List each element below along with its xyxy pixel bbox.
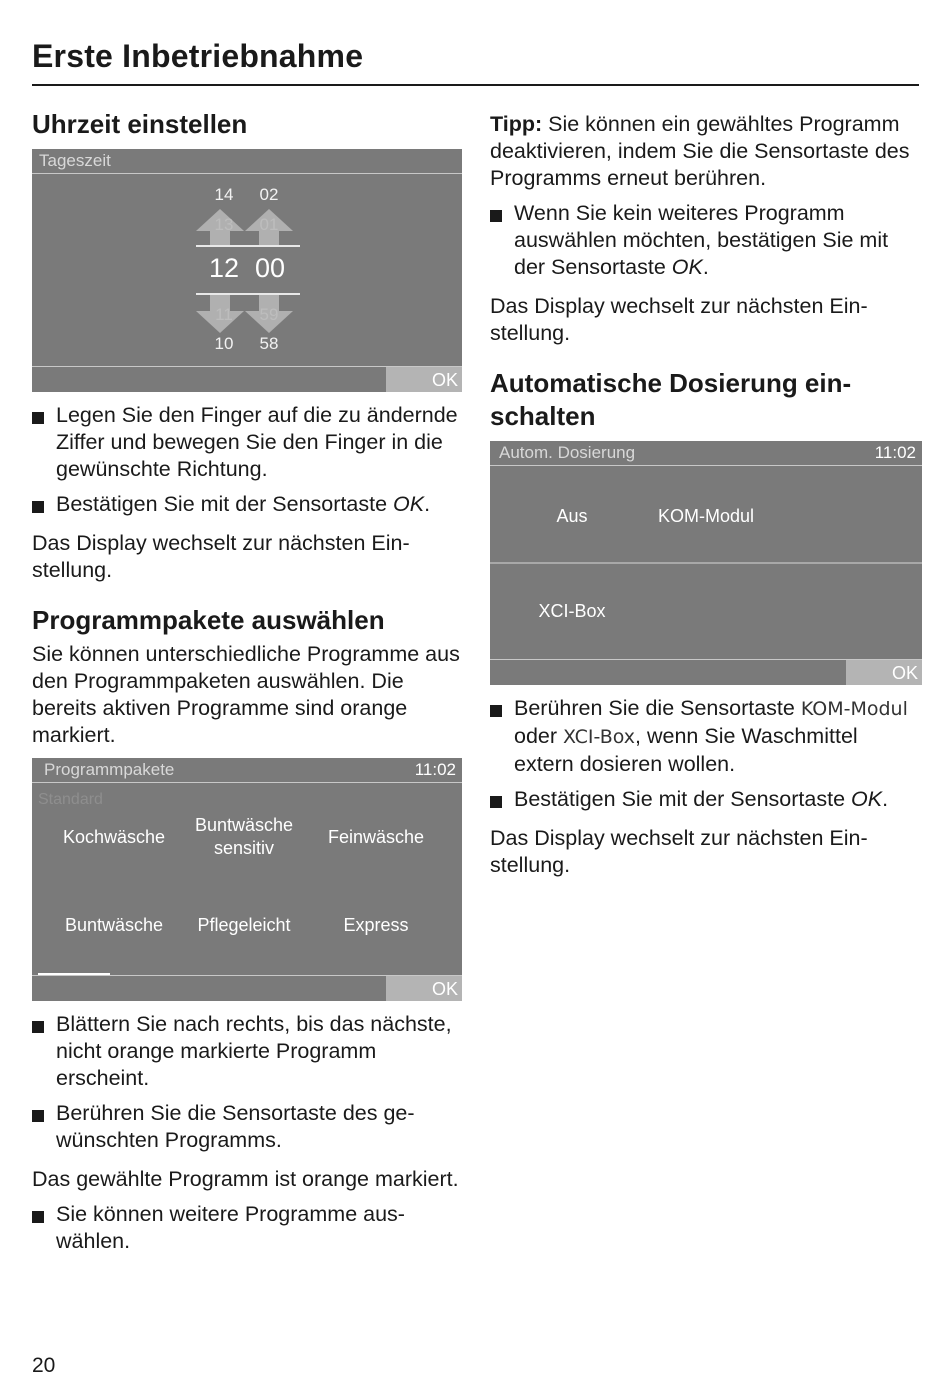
dosing-steps [490,695,922,813]
confirm-result: Das Display wechselt zur nächsten Einstellung. [490,294,868,345]
option-aus[interactable]: Aus [556,506,588,526]
title-divider [32,84,919,86]
list-item: Blättern Sie nach rechts, bis das nächste, nicht orange markierte Programm erscheint. [32,1011,464,1092]
ok-key-ref: OK [851,787,883,811]
hour-prev-1: 11 [215,305,233,324]
page-number: 20 [32,1354,56,1377]
list-item: Sie können weitere Programme auswählen. [32,1201,464,1255]
packages-steps [32,1011,464,1154]
page-title: Erste Inbetriebnahme [32,38,364,74]
packages-subtitle: Standard [38,791,103,808]
hour-prev-2: 10 [214,334,234,353]
clock-steps [32,402,464,518]
clock-readout: 11:02 [414,760,456,779]
options-divider [490,562,922,564]
program-kochwaesche[interactable]: Kochwäsche [62,827,166,847]
ok-key-ref: OK [671,255,703,279]
minute-next-1: 01 [259,215,279,234]
list-item-text: . [702,255,709,279]
xci-box-key-ref: XCI-Box [563,726,636,748]
selection-line-top [196,245,300,247]
list-item [490,786,922,813]
clock-heading: Uhrzeit einstellen [32,109,248,139]
right-column [490,108,922,879]
list-item-text: Berühren Sie die Sensortaste [514,696,801,720]
list-item-text: . [424,492,431,516]
list-item-text: Wenn Sie kein weiteres Programm auswählen möchten, bestätigen Sie mit der Sensortaste [514,201,889,279]
minute-current[interactable]: 00 [254,253,286,283]
clock-readout: 11:02 [874,443,916,462]
list-item-text: Bestätigen Sie mit der Sensortaste [514,787,852,811]
ok-button[interactable]: OK [386,976,462,1001]
ok-key-ref: OK [393,492,425,516]
program-feinwaesche[interactable]: Feinwäsche [327,827,425,847]
kom-modul-key-ref: KOM-Modul [800,698,908,720]
list-item: Berühren Sie die Sensortaste des gewünschten Programms. [32,1100,464,1154]
dosing-result: Das Display wechselt zur nächsten Einstellung. [490,826,868,877]
list-item-text: Bestätigen Sie mit der Sensortaste [56,492,394,516]
program-express[interactable]: Express [343,915,409,935]
time-display [32,149,462,392]
packages-steps-more [32,1201,464,1255]
list-item-text: oder [514,724,564,748]
packages-heading: Programmpakete auswählen [32,605,385,635]
dosing-display-header [490,441,922,466]
option-xci-box[interactable]: XCI-Box [538,601,606,621]
time-display-title: Tageszeit [39,151,111,170]
list-item [32,491,464,518]
minute-next-2: 02 [259,185,279,204]
packages-display-title: Programmpakete [44,760,175,779]
tip-text: Sie können ein gewähltes Programm deaktivieren, indem Sie die Sensortaste des Programms erneut berühren. [490,112,910,190]
tip-label: Tipp: [490,112,543,136]
time-display-header [32,149,462,174]
packages-display [32,758,462,1001]
confirm-steps [490,200,922,281]
hour-next-2: 14 [214,185,234,204]
program-pflegeleicht[interactable]: Pflegeleicht [197,915,291,935]
list-item-text: , wenn Sie Waschmittel extern dosieren wollen. [514,724,858,776]
program-buntwaesche-sensitiv[interactable]: Buntwäsche sensitiv [194,815,294,858]
minute-prev-2: 58 [259,334,279,353]
hour-next-1: 13 [214,215,234,234]
left-column [32,108,464,1255]
list-item: Legen Sie den Finger auf die zu ändernde Ziffer und bewegen Sie den Finger in die gewünschte Richtung. [32,402,464,483]
option-kom-modul[interactable]: KOM-Modul [657,506,755,526]
list-item-text: . [882,787,889,811]
minute-prev-1: 59 [259,305,279,324]
list-item [490,695,922,778]
packages-intro: Sie können unterschiedliche Programme aus den Programmpaketen auswählen. Die bereits aktiven Programme sind orange markiert. [32,642,460,747]
program-buntwaesche[interactable]: Buntwäsche [64,915,164,935]
hour-current[interactable]: 12 [208,253,240,283]
list-item [490,200,922,281]
clock-result: Das Display wechselt zur nächsten Einstellung. [32,531,410,582]
dosing-heading: Automatische Dosierung einschalten [490,368,852,431]
packages-display-header [32,758,462,783]
packages-result: Das gewählte Programm ist orange markiert. [32,1167,459,1191]
ok-button[interactable]: OK [846,660,922,685]
tip-paragraph [490,111,922,192]
dosing-display [490,441,922,685]
dosing-display-title: Autom. Dosierung [499,443,636,462]
ok-button[interactable]: OK [386,367,462,392]
